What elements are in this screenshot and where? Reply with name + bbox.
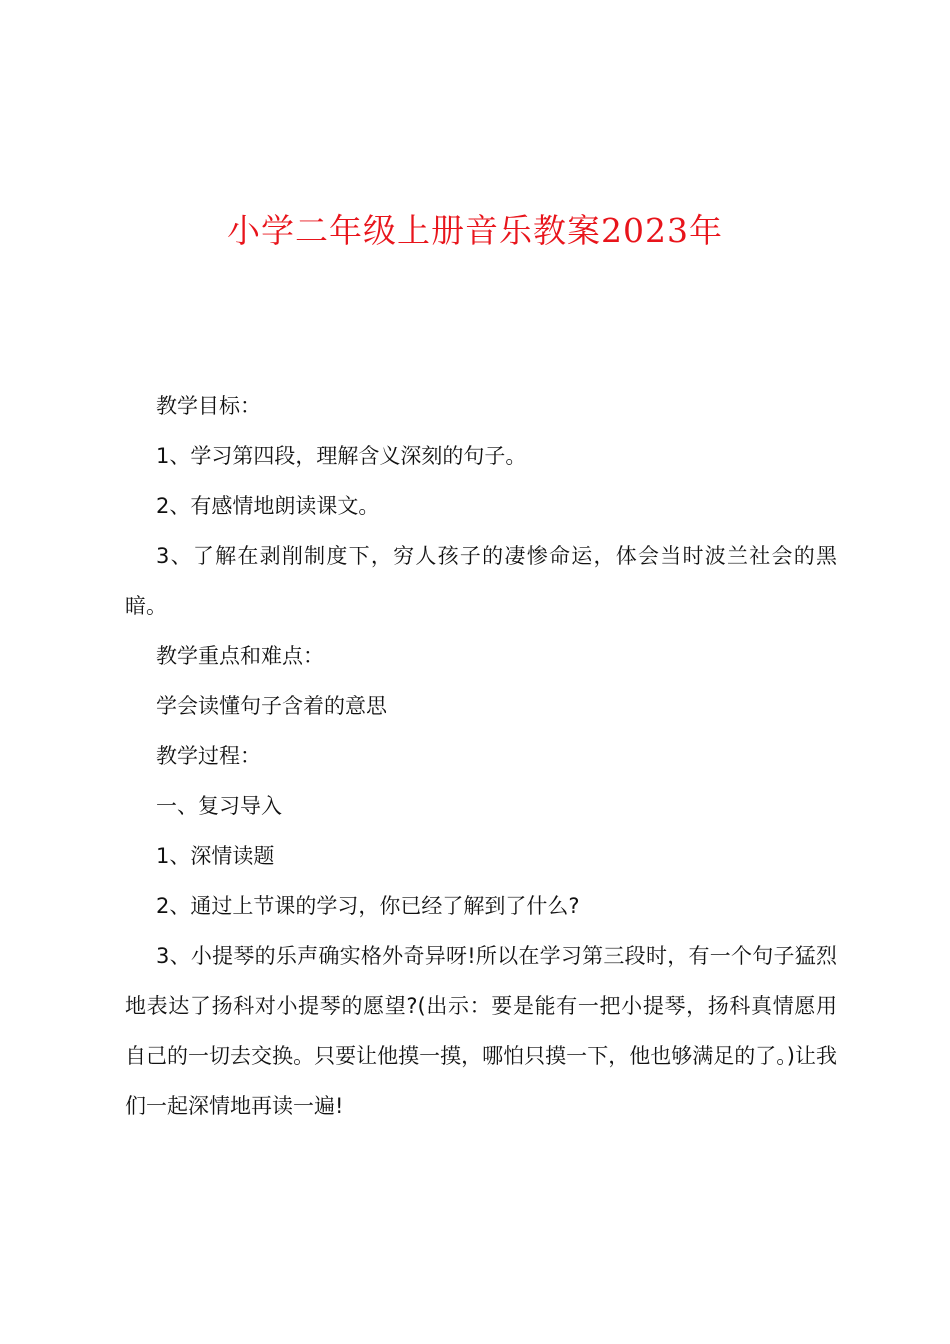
paragraph-objectives-heading: 教学目标：	[156, 394, 261, 418]
paragraph-key-points-heading: 教学重点和难点：	[156, 644, 324, 668]
paragraph-objective-1: 1、学习第四段，理解含义深刻的句子。	[156, 444, 527, 468]
paragraph-objective-2: 2、有感情地朗读课文。	[156, 494, 380, 518]
paragraph-key-point: 学会读懂句子含着的意思	[156, 694, 387, 718]
paragraph-process-heading: 教学过程：	[156, 744, 261, 768]
document-body	[125, 381, 837, 1131]
paragraph-objective-3: 3、了解在剥削制度下，穷人孩子的凄惨命运，体会当时波兰社会的黑暗。	[125, 544, 837, 618]
paragraph-section-review: 一、复习导入	[156, 794, 282, 818]
paragraph-step-1: 1、深情读题	[156, 844, 275, 868]
paragraph-step-3: 3、小提琴的乐声确实格外奇异呀!所以在学习第三段时，有一个句子猛烈地表达了扬科对小提琴的愿望?(出示：要是能有一把小提琴，扬科真情愿用自己的一切去交换。只要让他摸一摸，哪怕只摸一下，他也够满足的了。)让我们一起深情地再读一遍!	[125, 944, 837, 1118]
document-title: 小学二年级上册音乐教案2023年	[227, 211, 723, 250]
paragraph-step-2: 2、通过上节课的学习，你已经了解到了什么?	[156, 894, 580, 918]
